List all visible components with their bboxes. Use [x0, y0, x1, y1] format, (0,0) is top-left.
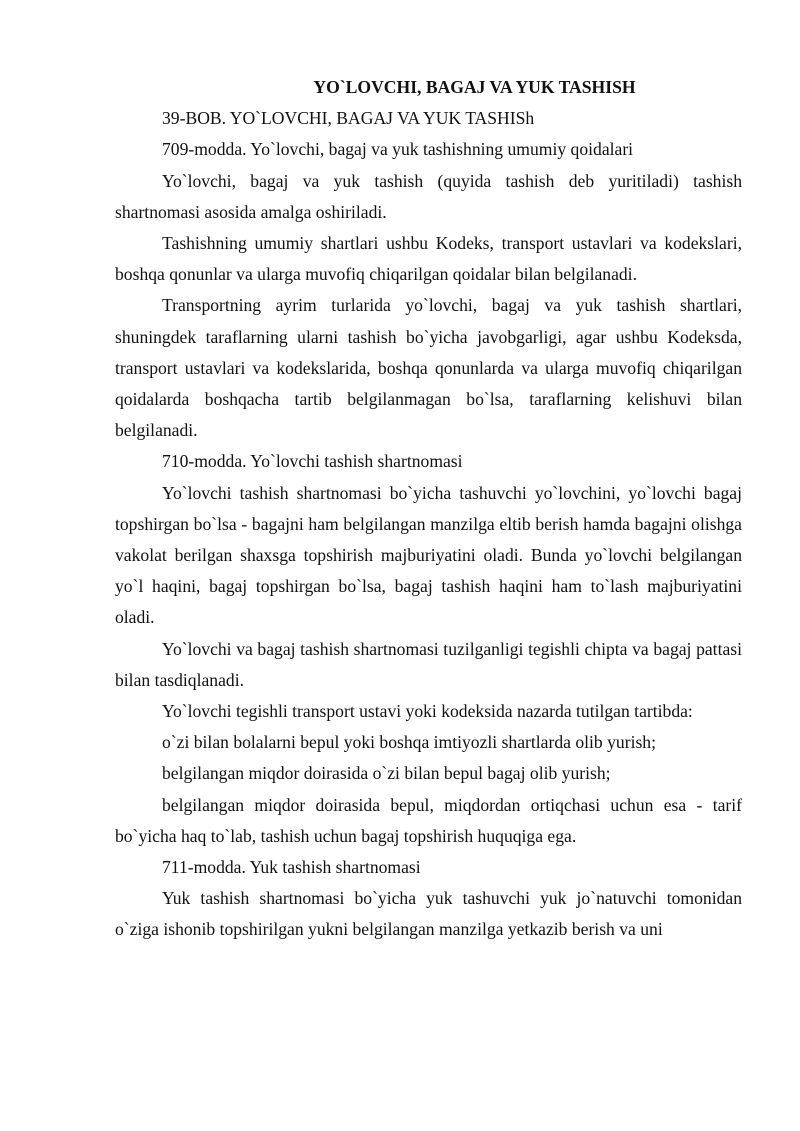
paragraph: Yo`lovchi tegishli transport ustavi yoki kodeksida nazarda tutilgan tartibda: — [162, 701, 693, 722]
document-title: YO`LOVCHI, BAGAJ VA YUK TASHISH — [313, 77, 636, 97]
list-item: belgilangan miqdor doirasida bepul, miqdordan ortiqchasi uchun esa - tarif bo`yicha haq to`lab, tashish uchun bagaj topshirish huquqiga ega. — [115, 794, 742, 846]
document-body — [115, 72, 742, 946]
list-item: belgilangan miqdor doirasida o`zi bilan bepul bagaj olib yurish; — [162, 763, 611, 784]
article-711-heading: 711-modda. Yuk tashish shartnomasi — [162, 857, 421, 878]
article-709-heading: 709-modda. Yo`lovchi, bagaj va yuk tashishning umumiy qoidalari — [162, 139, 634, 160]
paragraph: Yuk tashish shartnomasi bo`yicha yuk tashuvchi yuk jo`natuvchi tomonidan o`ziga ishonib topshirilgan yukni belgilangan manzilga yetkazib berish va uni — [115, 888, 742, 940]
chapter-heading: 39-BOB. YO`LOVCHI, BAGAJ VA YUK TASHISh — [162, 108, 535, 129]
paragraph: Transportning ayrim turlarida yo`lovchi, bagaj va yuk tashish shartlari, shuningdek taraflarning ularni tashish bo`yicha javobgarligi, agar ushbu Kodeksda, transport ustavlari va kodekslarida, boshqa qonunlarda va ularga muvofiq chiqarilgan qoidalarda boshqacha tartib belgilanmagan bo`lsa, taraflarning kelishuvi bilan belgilanadi. — [115, 295, 742, 441]
paragraph: Yo`lovchi va bagaj tashish shartnomasi tuzilganligi tegishli chipta va bagaj pattasi bilan tasdiqlanadi. — [115, 638, 742, 690]
article-710-heading: 710-modda. Yo`lovchi tashish shartnomasi — [162, 451, 463, 472]
paragraph: Yo`lovchi, bagaj va yuk tashish (quyida tashish deb yuritiladi) tashish shartnomasi asosida amalga oshiriladi. — [115, 170, 742, 222]
list-item: o`zi bilan bolalarni bepul yoki boshqa imtiyozli shartlarda olib yurish; — [162, 732, 656, 753]
paragraph: Tashishning umumiy shartlari ushbu Kodeks, transport ustavlari va kodekslari, boshqa qonunlar va ularga muvofiq chiqarilgan qoidalar bilan belgilanadi. — [115, 233, 742, 285]
paragraph: Yo`lovchi tashish shartnomasi bo`yicha tashuvchi yo`lovchini, yo`lovchi bagaj topshirgan bo`lsa - bagajni ham belgilangan manzilga eltib berish hamda bagajni olishga vakolat berilgan shaxsga topshirish majburiyatini oladi. Bunda yo`lovchi belgilangan yo`l haqini, bagaj topshirgan bo`lsa, bagaj tashish haqini ham to`lash majburiyatini oladi. — [115, 482, 742, 628]
